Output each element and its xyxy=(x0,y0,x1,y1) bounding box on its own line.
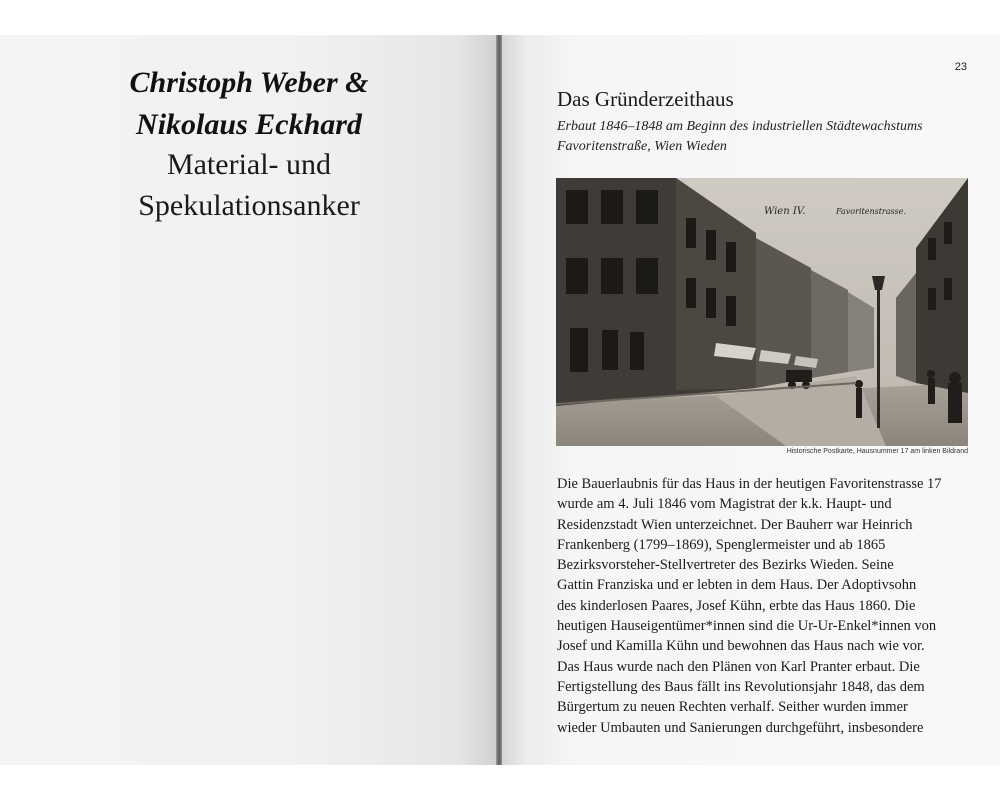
body-line: Gattin Franziska und er lebten in dem Haus. Der Adoptivsohn xyxy=(557,577,917,594)
postcard-inscription-left: Wien IV. xyxy=(764,206,806,217)
section-title: Das Gründerzeithaus xyxy=(557,87,734,111)
body-line: wieder Umbauten und Sanierungen durchgeführt, insbesondere xyxy=(557,719,924,736)
page-number: 23 xyxy=(954,61,967,73)
body-line: Das Haus wurde nach den Plänen von Karl Pranter erbaut. Die xyxy=(557,658,920,675)
historic-postcard-photo xyxy=(556,178,968,446)
construction-info: Erbaut 1846–1848 am Beginn des industriellen Städtewachstums xyxy=(557,119,923,134)
author-line-1: Christoph Weber & xyxy=(129,66,369,99)
body-line: des kinderlosen Paares, Josef Kühn, erbte das Haus 1860. Die xyxy=(557,597,916,614)
book-spread xyxy=(0,35,1000,765)
chapter-subtitle-line-1: Material- und xyxy=(166,148,332,181)
chapter-subtitle-line-2: Spekulationsanker xyxy=(138,189,360,222)
author-line-2: Nikolaus Eckhard xyxy=(136,108,362,141)
right-page xyxy=(502,35,1000,765)
postcard-inscription-right: Favoritenstrasse. xyxy=(836,207,906,216)
photo-caption: Historische Postkarte, Hausnummer 17 am linken Bildrand xyxy=(786,448,968,455)
body-paragraph xyxy=(557,474,977,738)
body-line: Fertigstellung des Baus fällt ins Revolutionsjahr 1848, das dem xyxy=(557,678,925,695)
body-line: Residenzstadt Wien unterzeichnet. Der Bauherr war Heinrich xyxy=(557,516,913,533)
left-page xyxy=(0,35,498,765)
body-line: heutigen Hauseigentümer*innen sind die Ur-Ur-Enkel*innen von xyxy=(557,618,937,635)
body-line: Bezirksvorsteher-Stellvertreter des Bezirks Wieden. Seine xyxy=(557,557,894,574)
location-info: Favoritenstraße, Wien Wieden xyxy=(557,139,727,154)
body-line: Bürgertum zu neuen Rechten verhalf. Seither wurden immer xyxy=(557,699,908,716)
body-line: Die Bauerlaubnis für das Haus in der heutigen Favoritenstrasse 17 xyxy=(557,476,942,492)
body-line: Frankenberg (1799–1869), Spenglermeister und ab 1865 xyxy=(557,536,886,553)
body-line: wurde am 4. Juli 1846 vom Magistrat der k.k. Haupt- und xyxy=(557,496,892,513)
body-line: Josef und Kamilla Kühn und bewohnen das Haus nach wie vor. xyxy=(557,638,925,655)
